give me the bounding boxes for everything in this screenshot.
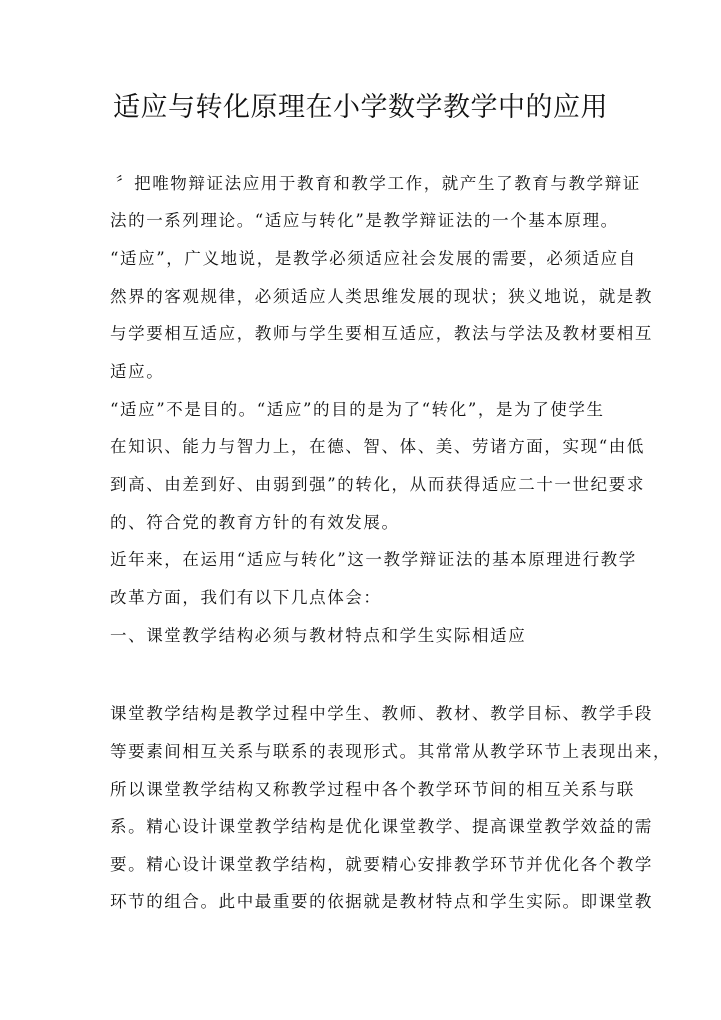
paragraph-line: “适应”不是目的。“适应”的目的是为了“转化”，是为了使学生: [110, 400, 605, 419]
paragraph-line: “适应”，广义地说，是教学必须适应社会发展的需要，必须适应自: [110, 249, 637, 268]
paragraph-line: 适应。: [110, 362, 165, 381]
paragraph-line: 的、符合党的教育方针的有效发展。: [110, 513, 400, 532]
paragraph-line: 所以课堂教学结构又称教学过程中各个教学环节间的相互关系与联: [110, 780, 635, 799]
paragraph-line: 〞把唯物辩证法应用于教育和教学工作，就产生了教育与教学辩证: [116, 174, 641, 193]
paragraph-line: 改革方面，我们有以下几点体会：: [110, 588, 382, 607]
paragraph-line: 一、课堂教学结构必须与教材特点和学生实际相适应: [110, 626, 527, 645]
paragraph-line: 在知识、能力与智力上，在德、智、体、美、劳诸方面，实现“由低: [110, 437, 645, 456]
paragraph-line: 到高、由差到好、由弱到强”的转化，从而获得适应二十一世纪要求: [110, 475, 645, 494]
paragraph-line: 与学要相互适应，教师与学生要相互适应，教法与学法及教材要相互: [110, 324, 653, 343]
paragraph-line: 然界的客观规律，必须适应人类思维发展的现状；狭义地说，就是教: [110, 287, 653, 306]
paragraph-line: 法的一系列理论。“适应与转化”是教学辩证法的一个基本原理。: [110, 211, 619, 230]
paragraph-line: 环节的组合。此中最重要的依据就是教材特点和学生实际。即课堂教: [110, 892, 653, 911]
paragraph-line: 要。精心设计课堂教学结构，就要精心安排教学环节并优化各个教学: [110, 855, 653, 874]
paragraph-line: 课堂教学结构是教学过程中学生、教师、教材、教学目标、教学手段: [110, 704, 653, 723]
paragraph-line: 近年来，在运用“适应与转化”这一教学辩证法的基本原理进行教学: [110, 550, 637, 569]
paragraph-line: 系。精心设计课堂教学结构是优化课堂教学、提高课堂教学效益的需: [110, 817, 653, 836]
paragraph-line: 等要素间相互关系与联系的表现形式。其常常从教学环节上表现出来，: [110, 742, 672, 761]
document-title: 适应与转化原理在小学数学教学中的应用: [113, 92, 608, 123]
